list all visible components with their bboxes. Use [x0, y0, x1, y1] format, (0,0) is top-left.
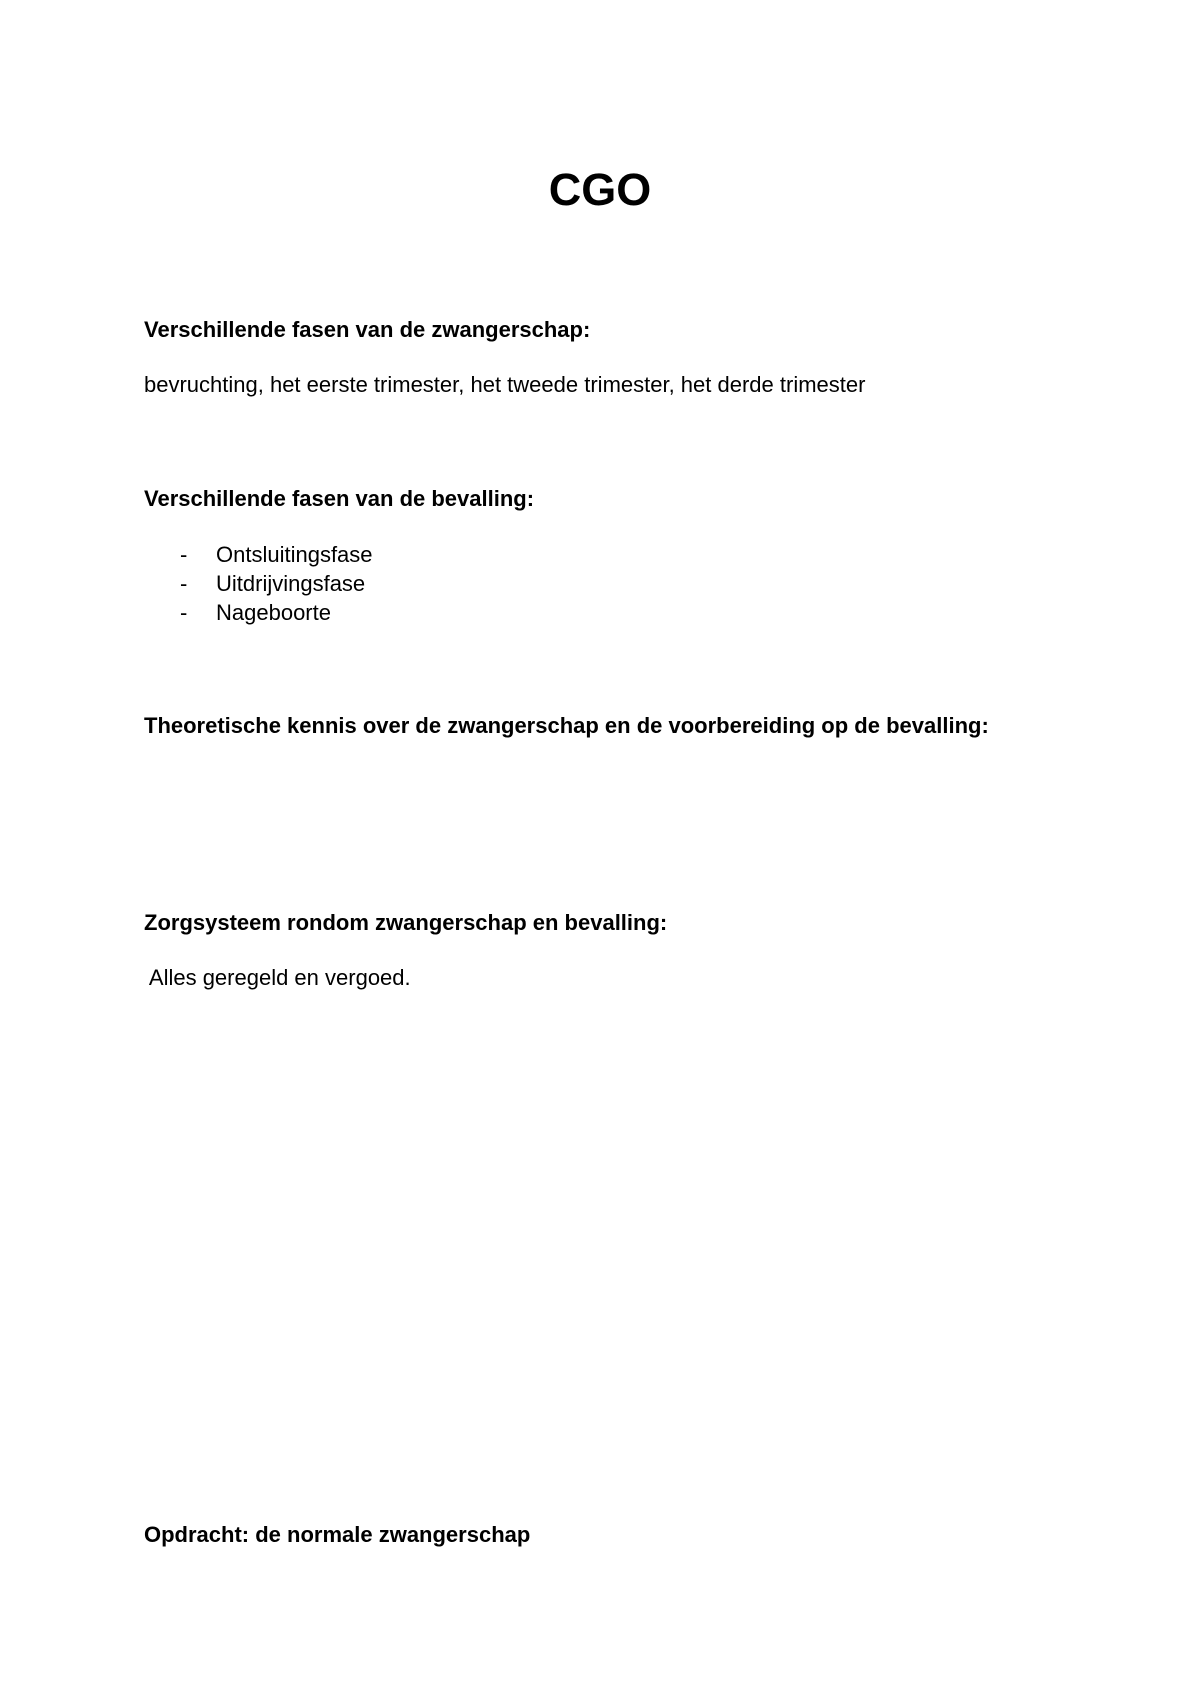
list-dash: - [180, 571, 188, 596]
list-item [180, 598, 373, 627]
list-item-label: Uitdrijvingsfase [216, 571, 366, 596]
section-heading-delivery-phases: Verschillende fasen van de bevalling: [144, 486, 535, 511]
page-title: CGO [548, 164, 652, 215]
list-item-label: Ontsluitingsfase [216, 542, 373, 567]
list-item [180, 569, 373, 598]
list-dash: - [180, 600, 188, 625]
pregnancy-phases-text: bevruchting, het eerste trimester, het tweede trimester, het derde trimester [144, 372, 866, 397]
section-heading-assignment: Opdracht: de normale zwangerschap [144, 1522, 531, 1547]
section-heading-care-system: Zorgsysteem rondom zwangerschap en bevalling: [144, 910, 668, 935]
delivery-phases-list [180, 540, 373, 627]
list-dash: - [180, 542, 188, 567]
care-system-text: Alles geregeld en vergoed. [144, 965, 411, 990]
list-item-label: Nageboorte [216, 600, 331, 625]
section-heading-pregnancy-phases: Verschillende fasen van de zwangerschap: [144, 317, 591, 342]
list-item [180, 540, 373, 569]
section-heading-theoretical-knowledge: Theoretische kennis over de zwangerschap en de voorbereiding op de bevalling: [144, 713, 989, 738]
